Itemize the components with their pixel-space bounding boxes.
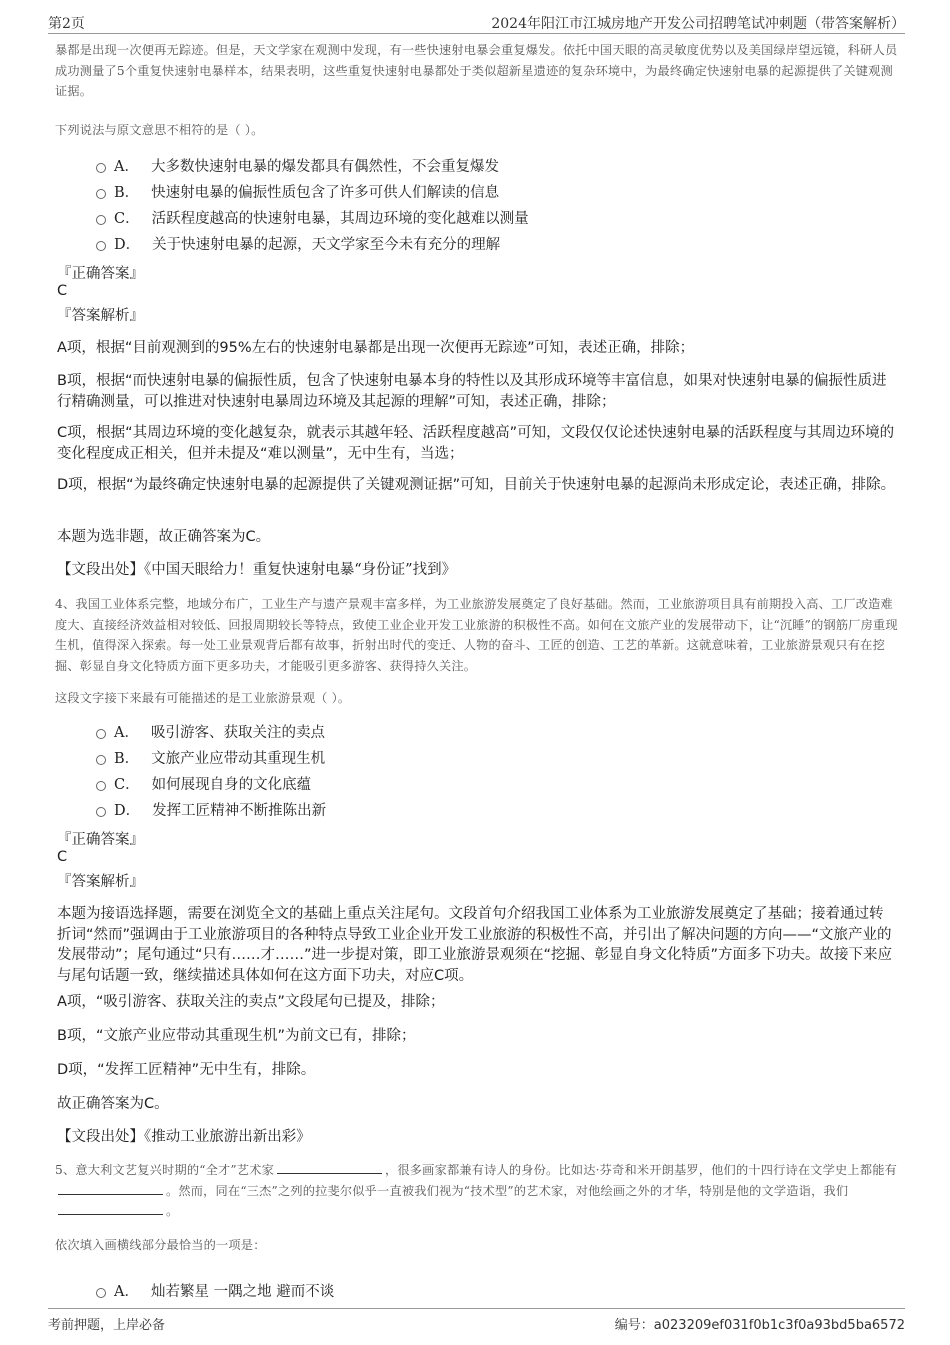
q3-option-b[interactable]: B． 快速射电暴的偏振性质包含了许多可供人们解读的信息 [96,182,499,204]
q4-question: 这段文字接下来最有可能描述的是工业旅游景观（ ）。 [55,691,351,705]
document-code: 编号：a023209ef031f0b1c3f0a93bd5ba6572 [614,1318,905,1333]
header-divider [48,33,905,34]
radio-icon[interactable] [96,241,106,251]
fill-blank-3 [58,1203,163,1215]
q4-option-b[interactable]: B． 文旅产业应带动其重现生机 [96,748,325,770]
radio-icon[interactable] [96,163,106,173]
q4-passage: 4、我国工业体系完整，地域分布广，工业生产与遗产景观丰富多样，为工业旅游发展奠定了良好基础。然而，工业旅游项目具有前期投入高、工厂改造难度大、直接经济效益相对较低、回报周期较长等特点，致使工业企业开发工业旅游的积极性不高。如何在文旅产业的发展带动下，让“沉睡”的钢筋厂房重现生机，值得深入探索。每一处工业景观背后都有故事，折射出时代的变迁、人物的奋斗、工匠的创造、工艺的革新。这就意味着，工业旅游景观只有在挖掘、彰显自身文化特质方面下更多功夫，才能吸引更多游客、获得持久关注。 [55,597,898,673]
radio-icon[interactable] [96,1288,106,1298]
q3-analysis-a: A项，根据“目前观测到的95%左右的快速射电暴都是出现一次便再无踪迹”可知，表述正确，排除； [57,340,695,356]
footer-slogan: 考前押题，上岸必备 [48,1318,166,1333]
fill-blank-2 [58,1183,163,1195]
radio-icon[interactable] [96,807,106,817]
q5-question: 依次填入画横线部分最恰当的一项是： [55,1238,266,1252]
q3-answer: C [57,283,68,299]
page-header [0,0,950,34]
page-number: 第2页 [48,16,85,32]
footer-divider [48,1308,905,1309]
q3-question: 下列说法与原文意思不相符的是（ ）。 [55,123,264,137]
q3-option-c[interactable]: C． 活跃程度越高的快速射电暴，其周边环境的变化越难以测量 [96,208,529,230]
q3-source: 【文段出处】《中国天眼给力！重复快速射电暴“身份证”找到》 [57,562,457,578]
q3-passage: 暴都是出现一次便再无踪迹。但是，天文学家在观测中发现，有一些快速射电暴会重复爆发。依托中国天眼的高灵敏度优势以及美国绿岸望远镜，科研人员成功测量了5个重复快速射电暴样本，结果表明，这些重复快速射电暴都处于类似超新星遗迹的复杂环境中，为最终确定快速射电暴的起源提供了关键观测证据。 [55,43,898,98]
q4-analysis-main: 本题为接语选择题，需要在浏览全文的基础上重点关注尾句。文段首句介绍我国工业体系为工业旅游发展奠定了基础；接着通过转折词“然而”强调由于工业旅游项目的各种特点导致工业企业开发工业旅游的积极性不高，并引出了解决问题的方向——“文旅产业的发展带动”；尾句通过“只有……才……”进一步提对策，即工业旅游景观须在“挖掘、彰显自身文化特质”方面多下功夫。故接下来应与尾句话题一致，继续描述具体如何在这方面下功夫，对应C项。 [57,906,893,984]
q4-option-d[interactable]: D． 发挥工匠精神不断推陈出新 [96,800,326,822]
q4-analysis-d: D项，“发挥工匠精神”无中生有，排除。 [57,1062,316,1078]
q4-source: 【文段出处】《推动工业旅游出新出彩》 [57,1129,311,1145]
radio-icon[interactable] [96,729,106,739]
q4-conclusion: 故正确答案为C。 [57,1096,169,1112]
q4-option-a[interactable]: A． 吸引游客、获取关注的卖点 [96,722,325,744]
q4-analysis-tag: 『答案解析』 [57,874,144,890]
q4-answer-tag: 『正确答案』 [57,832,144,848]
q4-answer: C [57,849,68,865]
radio-icon[interactable] [96,781,106,791]
q4-analysis-a: A项，“吸引游客、获取关注的卖点”文段尾句已提及，排除； [57,994,445,1010]
radio-icon[interactable] [96,755,106,765]
q4-option-c[interactable]: C． 如何展现自身的文化底蕴 [96,774,311,796]
q3-analysis-d: D项，根据“为最终确定快速射电暴的起源提供了关键观测证据”可知，目前关于快速射电暴的起源尚未形成定论，表述正确，排除。 [57,477,896,493]
document-title: 2024年阳江市江城房地产开发公司招聘笔试冲刺题（带答案解析） [491,16,905,32]
q3-analysis-c: C项，根据“其周边环境的变化越复杂，就表示其越年轻、活跃程度越高”可知，文段仅仅论述快速射电暴的活跃程度与其周边环境的变化程度成正相关，但并未提及“难以测量”，无中生有，当选； [57,425,895,462]
q3-answer-tag: 『正确答案』 [57,266,144,282]
q5-passage: 5、意大利文艺复兴时期的“全才”艺术家 ，很多画家都兼有诗人的身份。比如达·芬奇和米开朗基罗，他们的十四行诗在文学史上都能有。然而，同在“三杰”之列的拉斐尔似乎一直被我们视为“技术型”的艺术家，对他绘画之外的才华，特别是他的文学造诣，我们。 [55,1163,897,1218]
q3-option-a[interactable]: A． 大多数快速射电暴的爆发都具有偶然性，不会重复爆发 [96,156,499,178]
radio-icon[interactable] [96,215,106,225]
radio-icon[interactable] [96,189,106,199]
q5-option-a[interactable]: A． 灿若繁星 一隅之地 避而不谈 [96,1281,334,1303]
q3-conclusion: 本题为选非题，故正确答案为C。 [57,529,271,545]
q4-analysis-b: B项，“文旅产业应带动其重现生机”为前文已有，排除； [57,1028,416,1044]
q3-analysis-b: B项，根据“而快速射电暴的偏振性质，包含了快速射电暴本身的特性以及其形成环境等丰富信息，如果对快速射电暴的偏振性质进行精确测量，可以推进对快速射电暴周边环境及其起源的理解”可知，表述正确，排除； [57,373,887,410]
q3-option-d[interactable]: D． 关于快速射电暴的起源，天文学家至今未有充分的理解 [96,234,500,256]
q3-analysis-tag: 『答案解析』 [57,308,144,324]
fill-blank-1 [277,1162,382,1174]
page-footer [0,1308,950,1345]
